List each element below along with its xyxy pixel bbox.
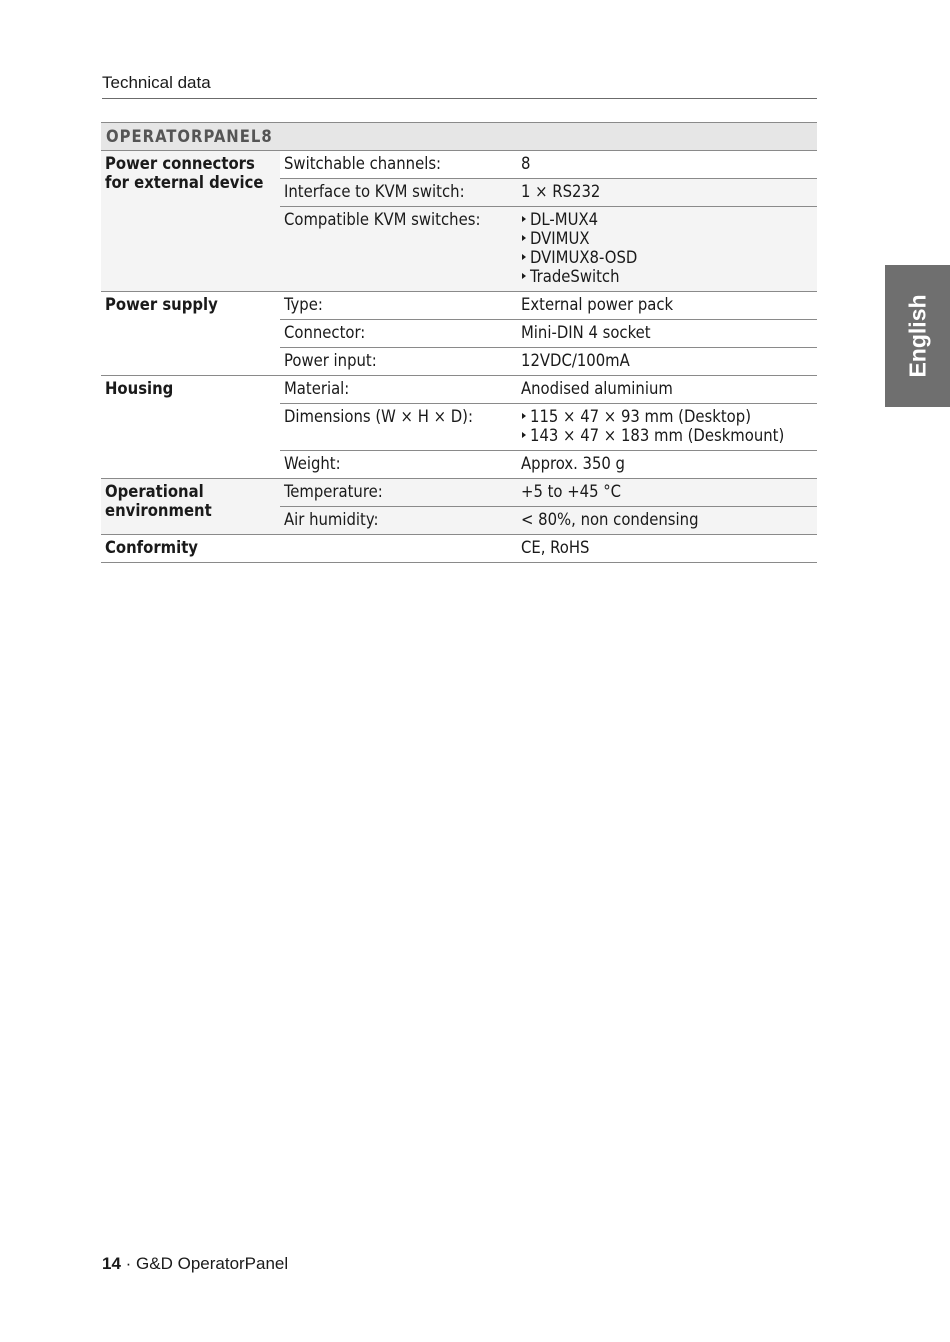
row-value: Mini-DIN 4 socket xyxy=(517,320,817,348)
list-item: 143 × 47 × 183 mm (Deskmount) xyxy=(521,426,813,445)
row-key: Compatible KVM switches: xyxy=(280,207,517,292)
table-row xyxy=(101,535,817,563)
list-item: 115 × 47 × 93 mm (Desktop) xyxy=(521,407,813,426)
row-key: Power input: xyxy=(280,348,517,376)
row-key: Air humidity: xyxy=(280,507,517,535)
row-value: Approx. 350 g xyxy=(517,451,817,479)
row-key: Material: xyxy=(280,376,517,404)
row-value: External power pack xyxy=(517,292,817,320)
list-item: DL-MUX4 xyxy=(521,210,813,229)
list-item: DVIMUX8-OSD xyxy=(521,248,813,267)
table-row xyxy=(101,292,817,320)
group-label-housing: Housing xyxy=(101,376,280,479)
page-number: 14 xyxy=(102,1254,121,1273)
row-value: 8 xyxy=(517,151,817,179)
dimensions-list xyxy=(521,407,813,445)
list-item: TradeSwitch xyxy=(521,267,813,286)
table-title: OPERATORPANEL8 xyxy=(101,123,817,151)
row-key: Dimensions (W × H × D): xyxy=(280,404,517,451)
language-tab-label: English xyxy=(904,294,930,378)
row-value-list xyxy=(517,207,817,292)
row-key-empty xyxy=(280,535,517,563)
page-footer xyxy=(102,1254,288,1274)
row-key: Interface to KVM switch: xyxy=(280,179,517,207)
footer-separator: · xyxy=(120,1254,137,1273)
row-value: < 80%, non condensing xyxy=(517,507,817,535)
row-value: CE, RoHS xyxy=(517,535,817,563)
row-value-list xyxy=(517,404,817,451)
section-title: Technical data xyxy=(102,73,211,92)
group-label-power-supply: Power supply xyxy=(101,292,280,376)
row-value: Anodised aluminium xyxy=(517,376,817,404)
table-row xyxy=(101,151,817,179)
language-tab xyxy=(885,265,950,407)
footer-product-name: G&D OperatorPanel xyxy=(136,1254,289,1273)
row-key: Weight: xyxy=(280,451,517,479)
compatible-switches-list xyxy=(521,210,813,286)
technical-data-table xyxy=(101,122,817,563)
group-label-power-connectors: Power connectors for external device xyxy=(101,151,280,292)
row-key: Type: xyxy=(280,292,517,320)
row-value: 12VDC/100mA xyxy=(517,348,817,376)
row-value: 1 × RS232 xyxy=(517,179,817,207)
row-key: Switchable channels: xyxy=(280,151,517,179)
row-value: +5 to +45 °C xyxy=(517,479,817,507)
list-item: DVIMUX xyxy=(521,229,813,248)
table-row xyxy=(101,479,817,507)
table-row xyxy=(101,376,817,404)
row-key: Temperature: xyxy=(280,479,517,507)
table-title-row xyxy=(101,123,817,151)
group-label-conformity: Conformity xyxy=(101,535,280,563)
header-divider xyxy=(102,98,817,99)
row-key: Connector: xyxy=(280,320,517,348)
group-label-operational-environment: Operational environment xyxy=(101,479,280,535)
